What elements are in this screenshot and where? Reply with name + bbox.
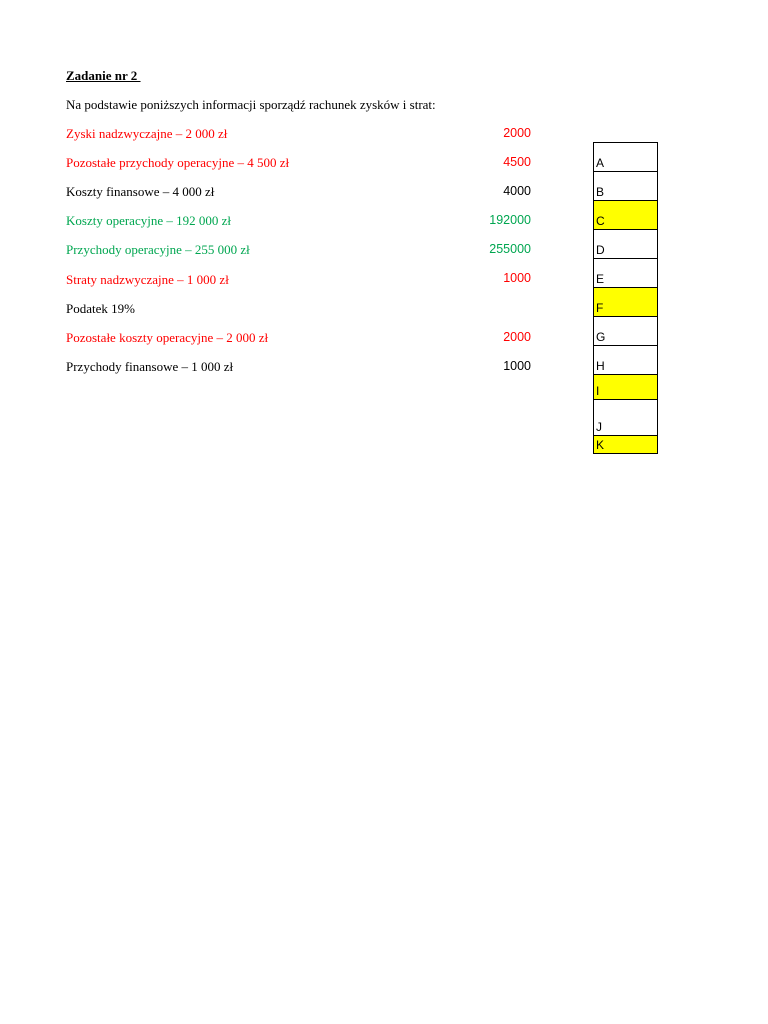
grid-cell-letter: J (596, 420, 602, 434)
item-value: 192000 (489, 213, 531, 227)
grid-cell-h[interactable] (594, 346, 657, 375)
grid-cell-letter: G (596, 330, 606, 344)
grid-cell-j[interactable] (594, 400, 657, 436)
grid-cell-letter: C (596, 214, 605, 228)
grid-cell-e[interactable] (594, 259, 657, 288)
task-instruction: Na podstawie poniższych informacji sporządź rachunek zysków i strat: (66, 97, 436, 112)
task-title: Zadanie nr 2 (66, 68, 141, 83)
grid-cell-d[interactable] (594, 230, 657, 259)
grid-cell-letter: B (596, 185, 605, 199)
item-label: Przychody operacyjne – 255 000 zł (66, 242, 250, 257)
item-value: 2000 (503, 330, 531, 344)
grid-cell-letter: I (596, 384, 600, 398)
grid-cell-i[interactable] (594, 375, 657, 400)
item-label: Koszty finansowe – 4 000 zł (66, 184, 215, 199)
item-value: 4000 (503, 184, 531, 198)
item-value: 2000 (503, 126, 531, 140)
item-label: Pozostałe koszty operacyjne – 2 000 zł (66, 330, 269, 345)
grid-cell-letter: A (596, 156, 605, 170)
answer-grid (593, 142, 658, 454)
item-value: 1000 (503, 271, 531, 285)
item-label: Straty nadzwyczajne – 1 000 zł (66, 272, 229, 287)
item-value: 255000 (489, 242, 531, 256)
item-label: Koszty operacyjne – 192 000 zł (66, 213, 231, 228)
item-label: Przychody finansowe – 1 000 zł (66, 359, 234, 374)
item-value: 1000 (503, 359, 531, 373)
grid-cell-letter: E (596, 272, 605, 286)
grid-cell-g[interactable] (594, 317, 657, 346)
grid-cell-letter: F (596, 301, 604, 315)
grid-cell-k[interactable] (594, 436, 657, 454)
grid-cell-a[interactable] (594, 143, 657, 172)
item-label: Podatek 19% (66, 301, 135, 316)
grid-cell-c[interactable] (594, 201, 657, 230)
item-label: Pozostałe przychody operacyjne – 4 500 zł (66, 155, 290, 170)
grid-cell-letter: H (596, 359, 605, 373)
grid-cell-f[interactable] (594, 288, 657, 317)
item-label: Zyski nadzwyczajne – 2 000 zł (66, 126, 228, 141)
grid-cell-letter: K (596, 438, 605, 452)
item-value: 4500 (503, 155, 531, 169)
grid-cell-b[interactable] (594, 172, 657, 201)
grid-cell-letter: D (596, 243, 605, 257)
